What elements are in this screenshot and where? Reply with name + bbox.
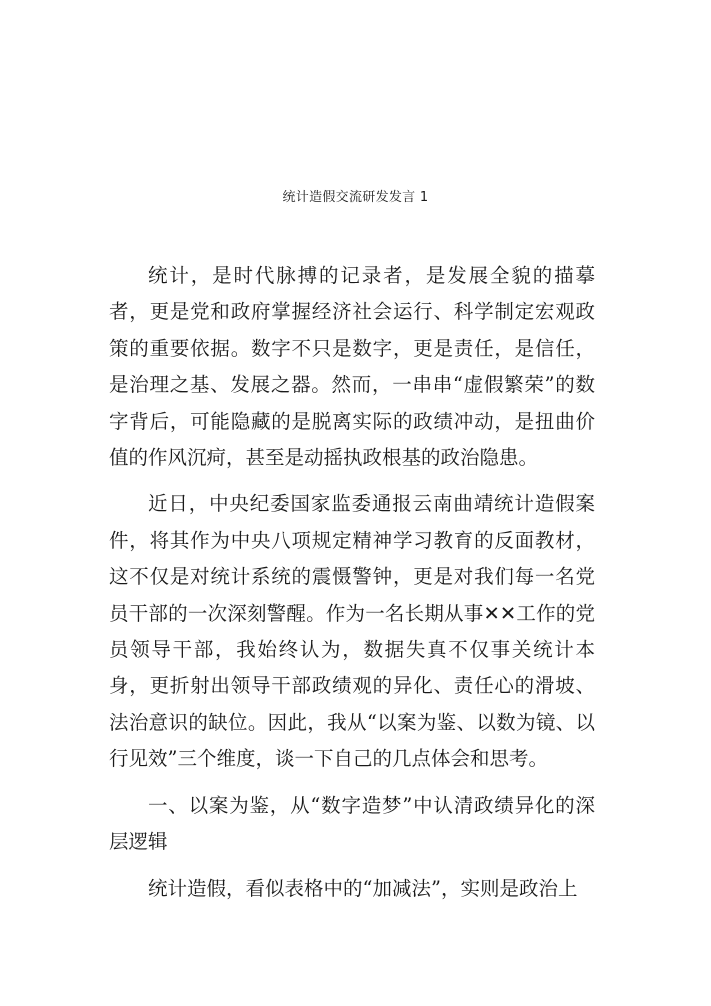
paragraph-case-notice: 近日，中央纪委国家监委通报云南曲靖统计造假案件，将其作为中央八项规定精神学习教育的反面教材，这不仅是对统计系统的震慑警钟，更是对我们每一名党员干部的一次深刻警醒。作为一名长期从事✕✕工作的党员领导干部，我始终认为，数据失真不仅事关统计本身，更折射出领导干部政绩观的异化、责任心的滑坡、法治意识的缺位。因此，我从“以案为鉴、以数为镜、以行见效”三个维度，谈一下自己的几点体会和思考。 xyxy=(109,492,595,771)
paragraph-intro: 统计，是时代脉搏的记录者，是发展全貌的描摹者，更是党和政府掌握经济社会运行、科学制定宏观政策的重要依据。数字不只是数字，更是责任，是信任，是治理之基、发展之器。然而，一串串“虚假繁荣”的数字背后，可能隐藏的是脱离实际的政绩冲动，是扭曲价值的作风沉疴，甚至是动摇执政根基的政治隐患。 xyxy=(109,264,595,470)
document-title: 统计造假交流研发发言 1 xyxy=(282,190,429,205)
document-body xyxy=(109,258,595,917)
paragraph-section-1: 统计造假，看似表格中的“加减法”，实则是政治上 xyxy=(148,876,578,900)
section-heading-1: 一、以案为鉴，从“数字造梦”中认清政绩异化的深层逻辑 xyxy=(109,793,595,854)
